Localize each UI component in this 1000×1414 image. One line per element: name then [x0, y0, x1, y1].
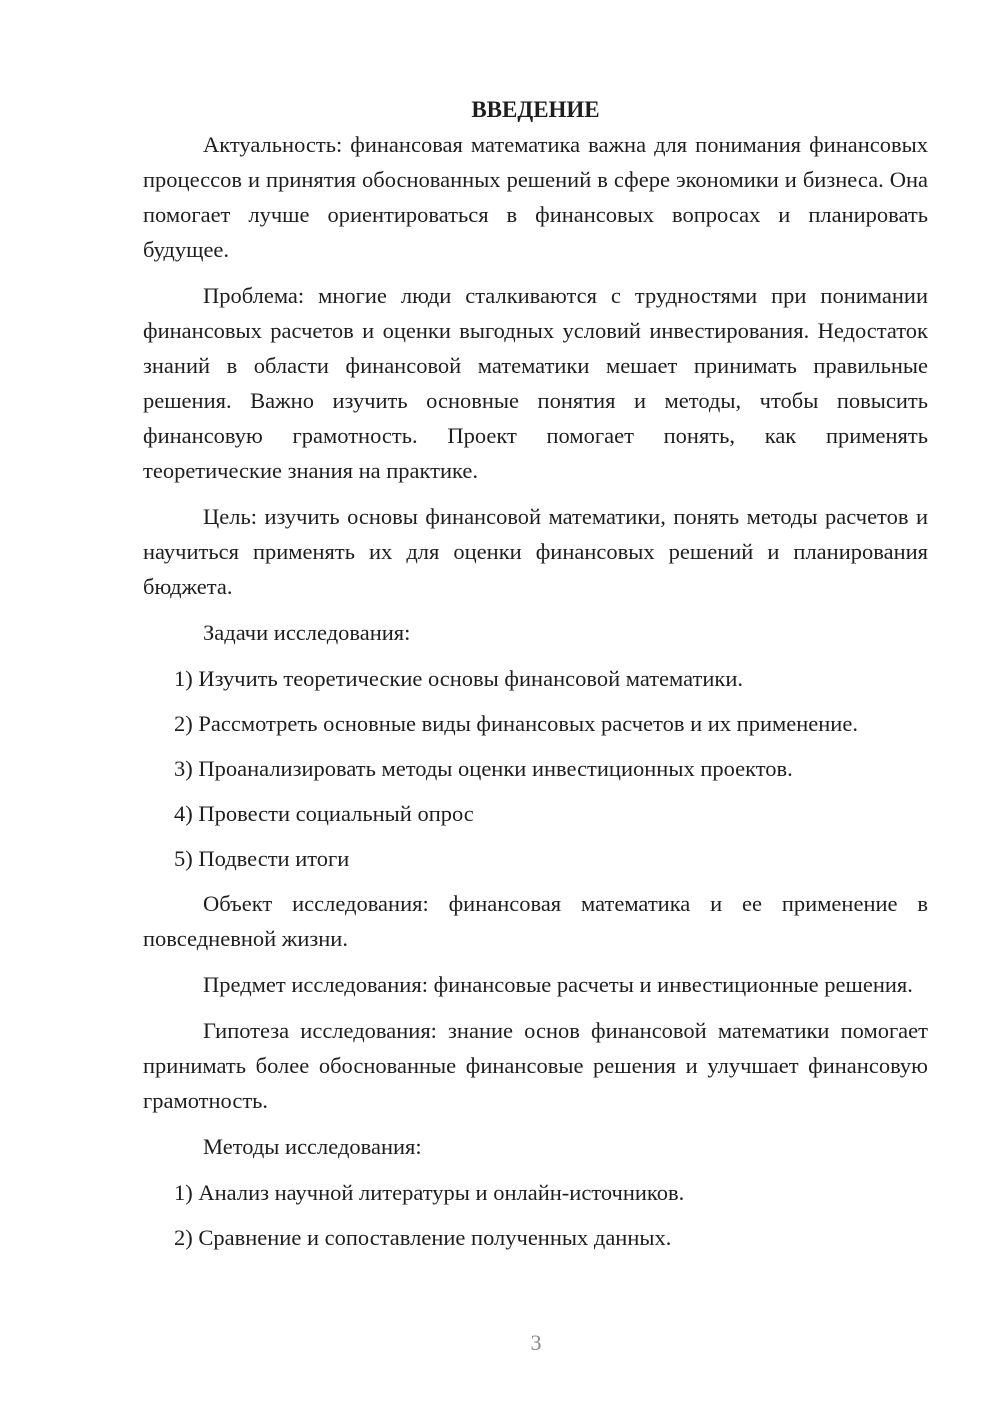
list-item: 1) Анализ научной литературы и онлайн-источников.	[174, 1180, 685, 1205]
tasks-heading: Задачи исследования:	[203, 620, 411, 645]
list-item: 2) Рассмотреть основные виды финансовых расчетов и их применение.	[174, 711, 858, 736]
section-heading: ВВЕДЕНИЕ	[471, 97, 600, 122]
paragraph-object: Объект исследования: финансовая математика и ее применение в повседневной жизни.	[143, 891, 928, 951]
tasks-list	[143, 661, 928, 876]
list-item: 2) Сравнение и сопоставление полученных данных.	[174, 1225, 672, 1250]
paragraph-subject: Предмет исследования: финансовые расчеты и инвестиционные решения.	[203, 972, 913, 997]
list-item: 1) Изучить теоретические основы финансовой математики.	[174, 666, 744, 691]
paragraph-problem: Проблема: многие люди сталкиваются с трудностями при понимании финансовых расчетов и оценки выгодных условий инвестирования. Недостаток знаний в области финансовой математики мешает принимать правильные решения. Важно изучить основные понятия и методы, чтобы повысить финансовую грамотность. Проект помогает понять, как применять теоретические знания на практике.	[143, 283, 928, 483]
list-item: 3) Проанализировать методы оценки инвестиционных проектов.	[174, 756, 793, 781]
page-number: 3	[530, 1330, 542, 1355]
paragraph-relevance: Актуальность: финансовая математика важна для понимания финансовых процессов и принятия обоснованных решений в сфере экономики и бизнеса. Она помогает лучше ориентироваться в финансовых вопросах и планировать будущее.	[143, 132, 928, 262]
paragraph-hypothesis: Гипотеза исследования: знание основ финансовой математики помогает принимать более обоснованные финансовые решения и улучшает финансовую грамотность.	[143, 1018, 928, 1113]
methods-list	[143, 1175, 928, 1255]
methods-heading: Методы исследования:	[203, 1134, 422, 1159]
paragraph-goal: Цель: изучить основы финансовой математики, понять методы расчетов и научиться применять их для оценки финансовых решений и планирования бюджета.	[143, 504, 928, 599]
list-item: 5) Подвести итоги	[174, 846, 350, 871]
document-page	[143, 92, 928, 1265]
list-item: 4) Провести социальный опрос	[174, 801, 474, 826]
